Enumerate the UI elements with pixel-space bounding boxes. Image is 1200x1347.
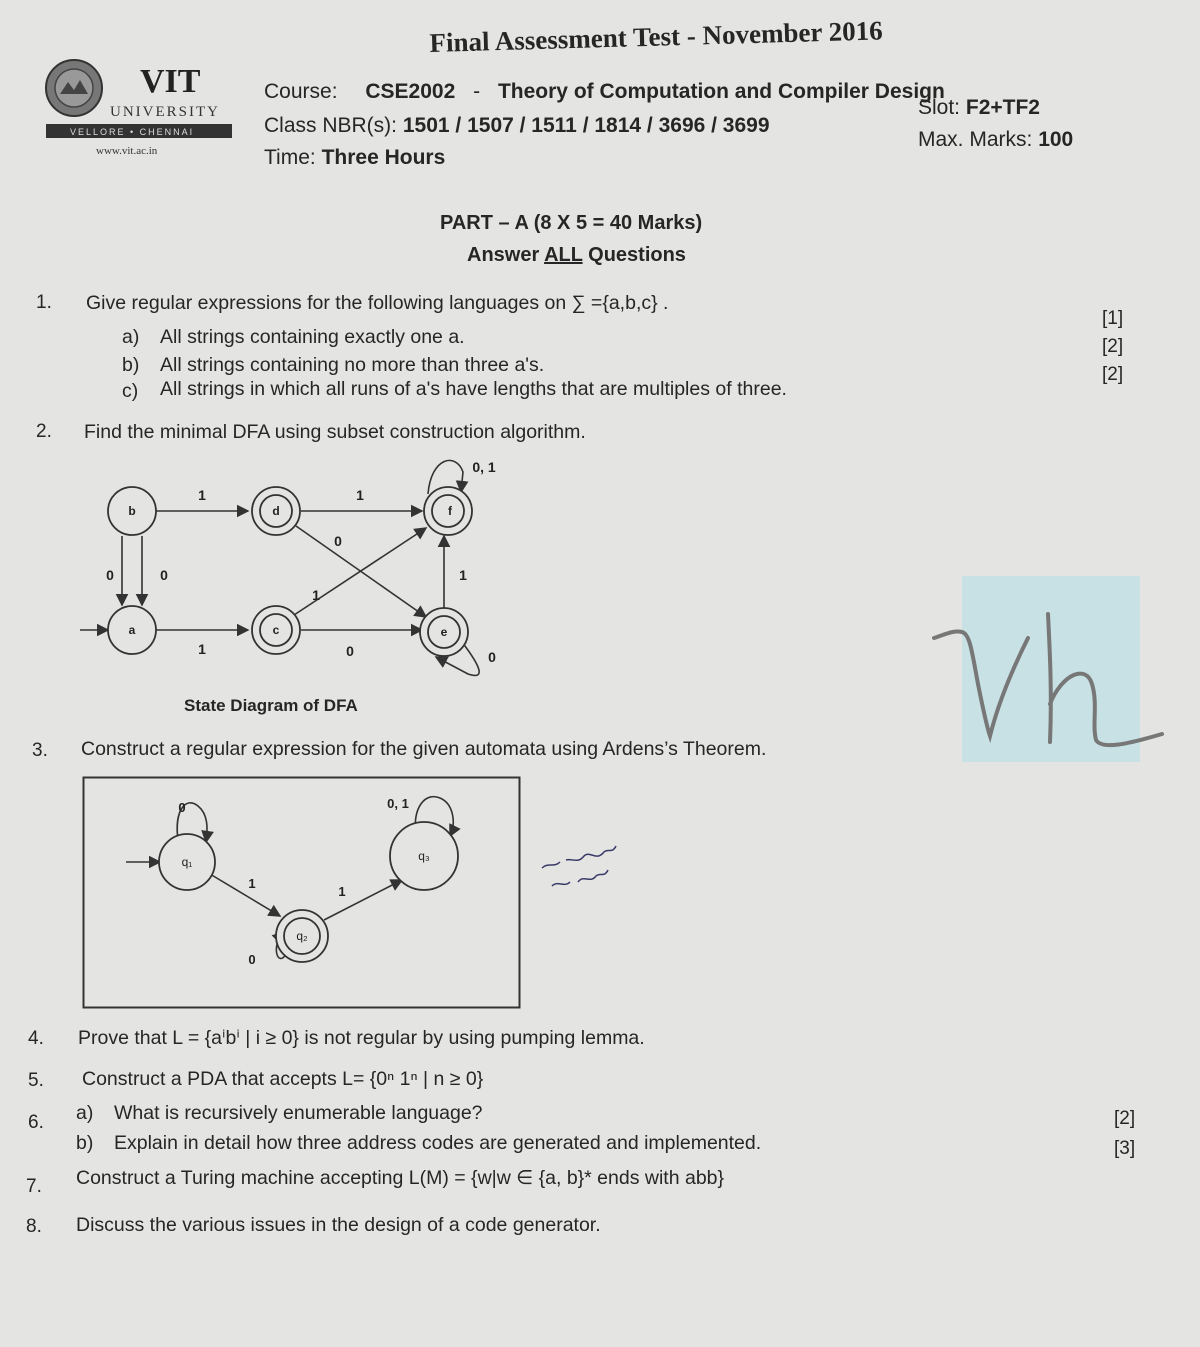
max-marks-line	[918, 128, 1073, 152]
dfa-edge-label-eloop: 0	[488, 649, 496, 665]
question-1a-text: All strings containing exactly one a.	[160, 326, 465, 348]
dfa-label-a: a	[128, 623, 136, 637]
question-6a-label: a)	[76, 1102, 94, 1124]
automaton-frame	[84, 778, 520, 1008]
part-instruction: Answer ALL Questions	[467, 244, 686, 266]
dfa-edge-label-ba: 0	[106, 567, 114, 583]
question-1-text: Give regular expressions for the following languages on ∑ ={a,b,c} .	[86, 292, 669, 314]
question-4-number: 4.	[28, 1028, 44, 1049]
question-5-number: 5.	[28, 1070, 44, 1091]
dfa-label-d: d	[272, 504, 280, 518]
max-marks-label: Max. Marks:	[918, 128, 1033, 151]
dfa-edge-label-ab: 0	[160, 567, 168, 583]
question-6b-text: Explain in detail how three address codes are generated and implemented.	[114, 1132, 762, 1154]
dfa-edge-label-cx: 1	[312, 587, 320, 603]
question-1b-label: b)	[122, 354, 140, 376]
question-7-text: Construct a Turing machine accepting L(M) = {w|w ∈ {a, b}* ends with abb}	[76, 1167, 725, 1189]
part-title: PART – A (8 X 5 = 40 Marks)	[440, 212, 703, 234]
dfa-edge-label-bd: 1	[198, 487, 206, 503]
automaton-edge-q2-q3	[324, 880, 402, 920]
question-6a-marks: [2]	[1114, 1108, 1136, 1129]
dfa-edge-label-ce: 0	[346, 643, 354, 659]
automaton-diagram	[82, 776, 522, 1010]
dfa-caption: State Diagram of DFA	[184, 696, 358, 715]
course-line	[264, 80, 945, 104]
university-logo	[44, 58, 236, 158]
time-line	[264, 146, 445, 170]
question-1b-marks: [2]	[1102, 336, 1124, 357]
course-code: CSE2002	[365, 80, 456, 103]
emblem-icon	[46, 60, 102, 116]
automaton-edge-label-q1loop: 0	[178, 800, 186, 815]
class-numbers: 1501 / 1507 / 1511 / 1814 / 3696 / 3699	[402, 114, 770, 137]
time-label: Time:	[264, 146, 316, 169]
dfa-edge-label-ac: 1	[198, 641, 206, 657]
question-7-number: 7.	[26, 1176, 42, 1197]
question-4-text: Prove that L = {aⁱbⁱ | i ≥ 0} is not regular by using pumping lemma.	[78, 1027, 645, 1049]
question-1a-marks: [1]	[1102, 308, 1124, 329]
dfa-edge-label-floop: 0, 1	[472, 459, 496, 475]
automaton-edge-label-q3loop: 0, 1	[387, 796, 409, 811]
automaton-edge-label-q1q2: 1	[248, 876, 256, 891]
question-2-text: Find the minimal DFA using subset construction algorithm.	[84, 421, 586, 443]
question-8-number: 8.	[26, 1216, 42, 1237]
logo-name: VIT	[140, 63, 201, 100]
question-1c-label: c)	[122, 380, 139, 402]
slot-line	[918, 96, 1040, 120]
question-3-number: 3.	[32, 740, 48, 761]
time-value: Three Hours	[321, 146, 446, 169]
course-separator: -	[473, 80, 481, 103]
dfa-edge-label-ef: 1	[459, 567, 467, 583]
automaton-edge-q1-q2	[210, 874, 280, 916]
question-1a-label: a)	[122, 326, 140, 348]
question-6b-marks: [3]	[1114, 1138, 1136, 1159]
question-6b-label: b)	[76, 1132, 94, 1154]
question-2-number: 2.	[36, 421, 52, 442]
dfa-label-b: b	[128, 504, 136, 518]
automaton-label-q3: q₃	[418, 849, 430, 863]
automaton-edge-label-q2q3: 1	[338, 884, 346, 899]
course-label: Course:	[264, 80, 338, 103]
question-1c-text: All strings in which all runs of a's have lengths that are multiples of three.	[160, 378, 787, 400]
class-line	[264, 114, 770, 138]
question-1c-marks: [2]	[1102, 364, 1124, 385]
exam-title: Final Assessment Test - November 2016	[429, 15, 884, 59]
class-label: Class NBR(s):	[264, 114, 398, 137]
slot-label: Slot:	[918, 96, 961, 119]
question-6-number: 6.	[28, 1112, 44, 1133]
slot-value: F2+TF2	[965, 96, 1040, 119]
automaton-label-q2: q₂	[296, 929, 308, 943]
dfa-label-c: c	[272, 623, 280, 637]
automaton-label-q1: q₁	[181, 855, 193, 869]
logo-subtitle: UNIVERSITY	[110, 104, 220, 120]
automaton-edge-label-q2loop: 0	[248, 952, 256, 967]
logo-band: VELLORE • CHENNAI	[70, 127, 195, 137]
question-3-text: Construct a regular expression for the given automata using Ardens’s Theorem.	[81, 738, 767, 760]
logo-web: www.vit.ac.in	[96, 145, 158, 157]
pen-scribble	[542, 846, 616, 868]
max-marks-value: 100	[1038, 128, 1074, 151]
handwritten-note	[538, 838, 628, 898]
dfa-edge-label-dx: 0	[334, 533, 342, 549]
signature-stamp	[932, 574, 1168, 770]
question-1-number: 1.	[36, 292, 52, 313]
dfa-label-e: e	[440, 625, 448, 639]
course-name: Theory of Computation and Compiler Design	[497, 80, 945, 103]
question-6a-text: What is recursively enumerable language?	[114, 1102, 483, 1124]
question-1b-text: All strings containing no more than three a's.	[160, 354, 545, 376]
dfa-state-diagram	[76, 452, 516, 692]
question-8-text: Discuss the various issues in the design of a code generator.	[76, 1214, 601, 1236]
question-5-text: Construct a PDA that accepts L= {0ⁿ 1ⁿ | n ≥ 0}	[82, 1068, 484, 1090]
dfa-edge-label-df: 1	[356, 487, 364, 503]
dfa-label-f: f	[448, 504, 452, 518]
